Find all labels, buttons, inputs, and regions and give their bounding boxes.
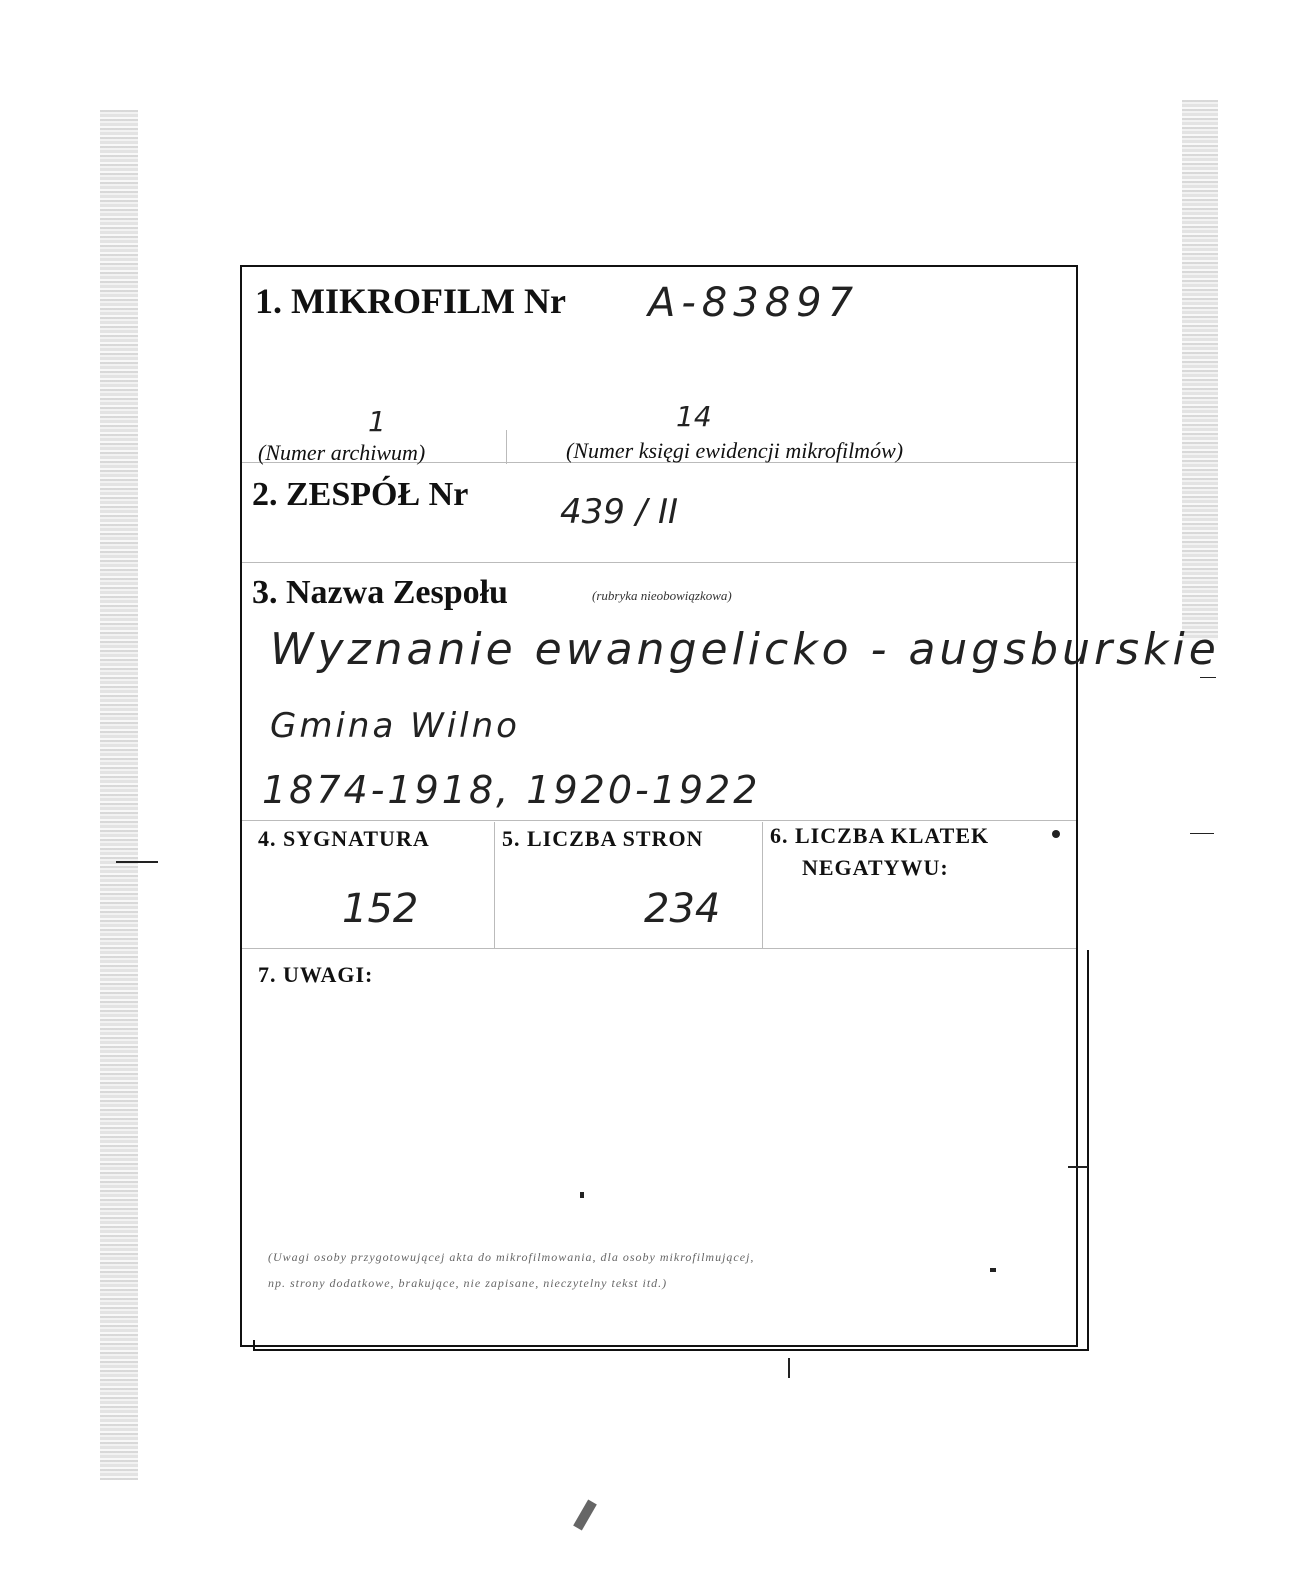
scan-mark xyxy=(1190,833,1214,834)
scan-mark xyxy=(1200,677,1216,678)
scan-mark xyxy=(573,1500,597,1531)
scan-mark xyxy=(1068,1166,1088,1168)
register-number-value: 14 xyxy=(676,400,712,433)
divider-2 xyxy=(242,562,1076,563)
register-number-caption: (Numer księgi ewidencji mikrofilmów) xyxy=(566,438,904,463)
fonds-name-line-2: Gmina Wilno xyxy=(270,706,520,746)
field-remarks-label: 7. UWAGI: xyxy=(258,962,374,987)
caption-divider xyxy=(506,430,507,464)
scan-mark xyxy=(1052,830,1060,838)
col-divider-2 xyxy=(762,822,763,948)
archive-number-value: 1 xyxy=(368,405,386,438)
archive-number-caption: (Numer archiwum) xyxy=(258,440,426,465)
scan-edge-right xyxy=(1182,100,1218,640)
field-pages-label: 5. LICZBA STRON xyxy=(502,826,704,851)
field-microfilm-label: 1. MIKROFILM Nr xyxy=(255,281,566,321)
col-divider-1 xyxy=(494,822,495,948)
field-microfilm-value: A-83897 xyxy=(648,280,860,326)
scan-mark xyxy=(788,1358,790,1378)
card-shadow-edge xyxy=(253,1340,1089,1351)
footnote-line-1: (Uwagi osoby przygotowującej akta do mikrofilmowania, dla osoby mikrofilmującej, xyxy=(268,1250,755,1264)
fonds-name-line-1: Wyznanie ewangelicko - augsburskie xyxy=(270,624,1220,675)
scan-mark xyxy=(116,861,158,863)
optional-note: (rubryka nieobowiązkowa) xyxy=(592,588,732,603)
field-frames-label-1: 6. LICZBA KLATEK xyxy=(770,823,990,848)
field-fonds-label: 2. ZESPÓŁ Nr xyxy=(252,476,469,513)
scan-mark xyxy=(990,1268,996,1272)
field-signature-label: 4. SYGNATURA xyxy=(258,826,430,851)
scan-edge-left xyxy=(100,110,138,1480)
divider-3 xyxy=(242,820,1076,821)
footnote-line-2: np. strony dodatkowe, brakujące, nie zapisane, nieczytelny tekst itd.) xyxy=(268,1276,668,1290)
field-fonds-value: 439 / II xyxy=(560,492,679,532)
field-fonds-name-label: 3. Nazwa Zespołu xyxy=(252,574,508,611)
field-pages-value: 234 xyxy=(644,886,721,932)
field-signature-value: 152 xyxy=(342,886,419,932)
remarks-footnote xyxy=(268,1244,1078,1296)
fonds-name-line-3: 1874-1918, 1920-1922 xyxy=(262,768,761,812)
scan-mark xyxy=(580,1192,584,1198)
field-frames-label-2: NEGATYWU: xyxy=(802,855,949,880)
divider-4 xyxy=(242,948,1076,949)
card-edge xyxy=(1087,950,1089,1350)
